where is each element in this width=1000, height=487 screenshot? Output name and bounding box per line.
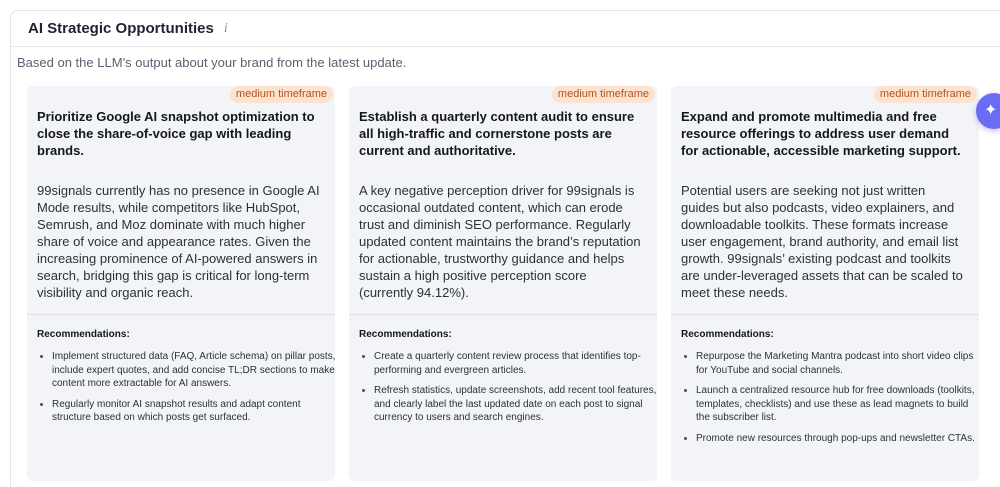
recommendation-item: Create a quarterly content review process that identifies top-performing and evergreen articles. [374,350,660,377]
recommendation-item: Implement structured data (FAQ, Article schema) on pillar posts, include expert quotes, and add concise TL;DR sections to make content more extractable for AI answers. [52,350,338,391]
card-description: 99signals currently has no presence in Google AI Mode results, while competitors like HubSpot, Semrush, and Moz dominate with much higher share of voice and appearance rates. Given the increasing prominence of AI-powered answers in search, bridging this gap is critical for long-term visibility and organic reach. [37,183,320,300]
opportunity-card [349,86,657,481]
panel-subtitle: Based on the LLM’s output about your brand from the latest update. [17,55,407,70]
card-divider [27,314,335,315]
info-icon[interactable]: i [223,20,228,36]
recommendations-label: Recommendations: [37,329,130,340]
recommendations-list [681,350,982,452]
recommendations-list [37,350,338,432]
sparkle-icon: ✦ [984,102,998,119]
recommendation-item: Promote new resources through pop-ups and newsletter CTAs. [696,432,982,446]
card-title: Expand and promote multimedia and free resource offerings to address user demand for actionable, accessible marketing support. [681,109,961,158]
card-title: Prioritize Google AI snapshot optimization to close the share-of-voice gap with leading brands. [37,109,315,158]
timeframe-badge: medium timeframe [230,86,333,103]
recommendations-list [359,350,660,432]
opportunity-card [671,86,979,481]
panel-title: AI Strategic Opportunities [28,20,214,37]
recommendation-item: Regularly monitor AI snapshot results and adapt content structure based on which posts get surfaced. [52,398,338,425]
recommendation-item: Launch a centralized resource hub for free downloads (toolkits, templates, checklists) and use these as lead magnets to build the subscriber list. [696,384,982,425]
timeframe-badge: medium timeframe [552,86,655,103]
recommendation-item: Repurpose the Marketing Mantra podcast into short video clips for YouTube and social channels. [696,350,982,377]
card-description: Potential users are seeking not just written guides but also podcasts, video explainers, and downloadable toolkits. These formats increase user engagement, brand authority, and email list growth. 99signals’ existing podcast and toolkits are under-leveraged assets that can be scaled to meet these needs. [681,183,963,300]
recommendations-label: Recommendations: [681,329,774,340]
recommendation-item: Refresh statistics, update screenshots, add recent tool features, and clearly label the last updated date on each post to signal currency to users and search engines. [374,384,660,425]
card-divider [671,314,979,315]
card-title: Establish a quarterly content audit to ensure all high-traffic and cornerstone posts are current and authoritative. [359,109,635,158]
timeframe-badge: medium timeframe [874,86,977,103]
card-description: A key negative perception driver for 99signals is occasional outdated content, which can erode trust and diminish SEO performance. Regularly updated content maintains the brand’s reputation for actionable, trustworthy guidance and helps sustain a high positive perception score (currently 94.12%). [359,183,641,300]
card-divider [349,314,657,315]
opportunity-card [27,86,335,481]
recommendations-label: Recommendations: [359,329,452,340]
panel-header [11,11,1000,47]
